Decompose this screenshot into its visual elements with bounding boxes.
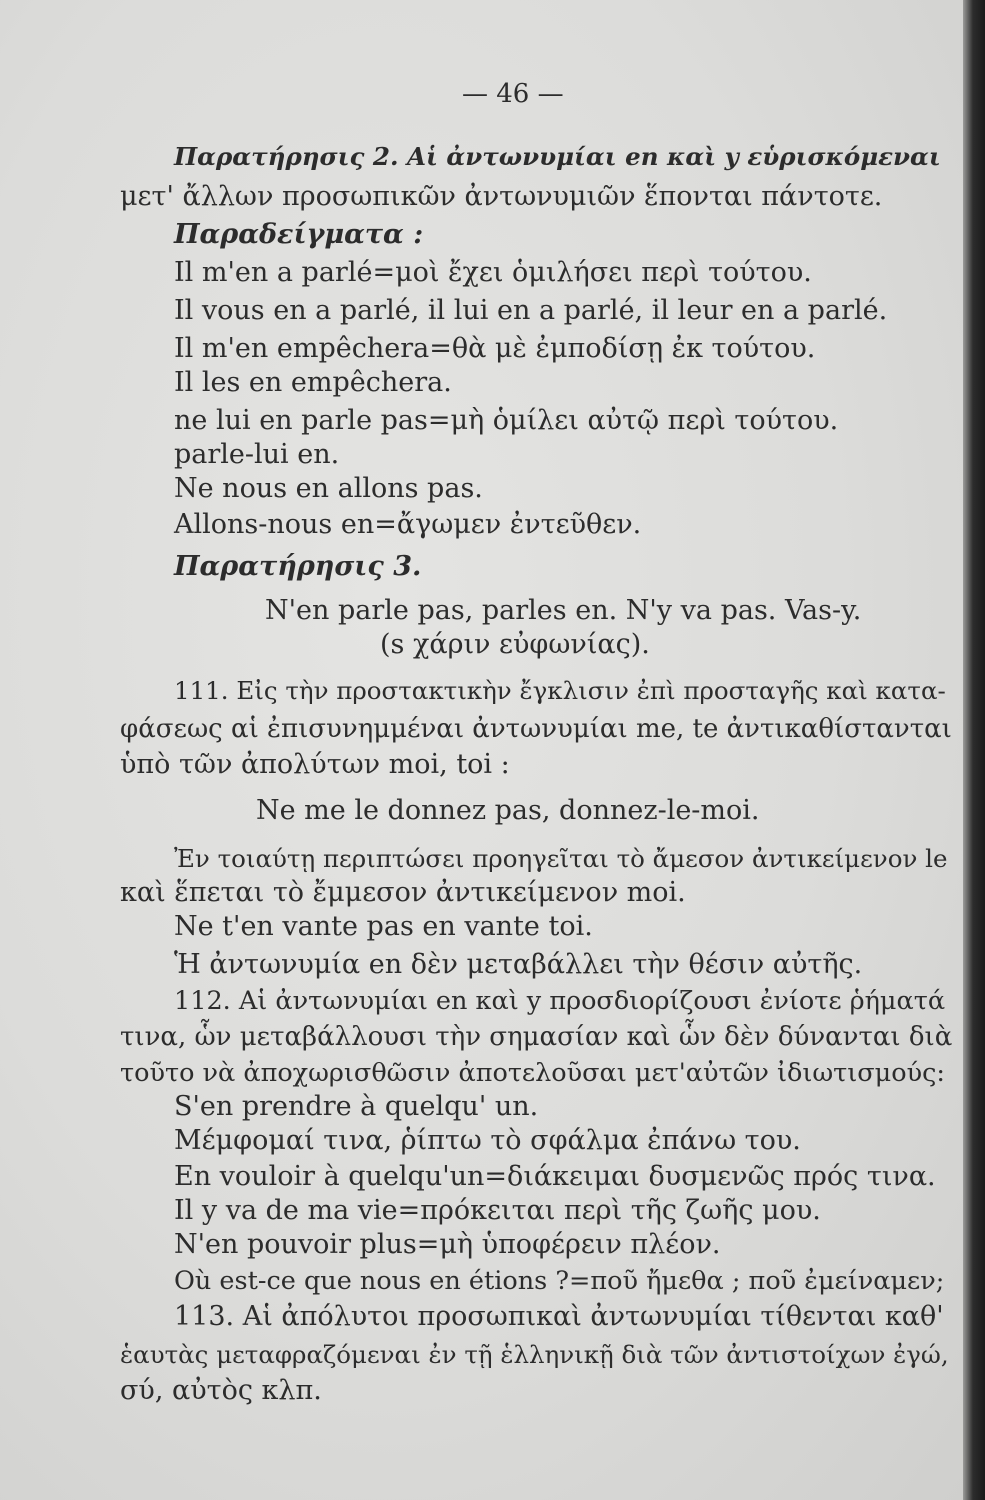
example-line: (s χάριν εὐφωνίας).	[380, 629, 650, 660]
example-line: Allons-nous en=ἄγωμεν ἐντεῦθεν.	[174, 509, 642, 540]
example-line: Il m'en a parlé=μοὶ ἔχει ὁμιλήσει περὶ τούτου.	[174, 257, 812, 288]
example-line: Il y va de ma vie=πρόκειται περὶ τῆς ζωῆς μου.	[174, 1195, 821, 1226]
paragraph-113-line: σύ, αὐτὸς κλπ.	[120, 1375, 322, 1406]
page-number: — 46 —	[462, 79, 564, 109]
text-line: Ἐν τοιαύτῃ περιπτώσει προηγεῖται τὸ ἄμεσον ἀντικείμενον le	[174, 844, 948, 873]
example-line: S'en prendre à quelqu' un.	[174, 1091, 539, 1122]
example-line: Ne t'en vante pas en vante toi.	[174, 911, 593, 942]
paragraph-111-line: ὑπὸ τῶν ἀπολύτων moi, toi :	[120, 749, 510, 780]
example-line: Il m'en empêchera=θὰ μὲ ἐμποδίσῃ ἐκ τούτου.	[174, 333, 816, 364]
text-line: Ἡ ἀντωνυμία en δὲν μεταβάλλει τὴν θέσιν αὐτῆς.	[174, 949, 863, 980]
page-edge-shadow	[963, 0, 985, 1500]
paragraph-111-line: φάσεως αἱ ἐπισυνημμέναι ἀντωνυμίαι me, te ἀντικαθίστανται	[120, 714, 952, 744]
paragraph-113-line: 113. Αἱ ἀπόλυτοι προσωπικαὶ ἀντωνυμίαι τίθενται καθ'	[174, 1301, 944, 1332]
example-line: Μέμφομαί τινα, ῥίπτω τὸ σφάλμα ἐπάνω του.	[174, 1125, 801, 1156]
example-line: N'en parle pas, parles en. N'y va pas. Vas-y.	[265, 595, 862, 626]
remark-2-line: Παρατήρησις 2. Αἱ ἀντωνυμίαι en καὶ y εὑρισκόμεναι	[174, 142, 941, 171]
paragraph-112-line: 112. Αἱ ἀντωνυμίαι en καὶ y προσδιορίζουσι ἐνίοτε ῥήματά	[174, 986, 946, 1016]
example-line: Il vous en a parlé, il lui en a parlé, il leur en a parlé.	[174, 295, 888, 326]
example-line: N'en pouvoir plus=μὴ ὑποφέρειν πλέον.	[174, 1229, 721, 1260]
example-line: En vouloir à quelqu'un=διάκειμαι δυσμενῶς πρός τινα.	[174, 1161, 936, 1192]
paragraph-113-line: ἑαυτὰς μεταφραζόμεναι ἐν τῇ ἑλληνικῇ διὰ τῶν ἀντιστοίχων ἐγώ,	[120, 1340, 949, 1369]
paragraph-112-line: τινα, ὧν μεταβάλλουσι τὴν σημασίαν καὶ ὧν δὲν δύνανται διὰ	[120, 1022, 953, 1052]
example-line: parle-lui en.	[174, 439, 340, 470]
example-line: ne lui en parle pas=μὴ ὁμίλει αὐτῷ περὶ τούτου.	[174, 405, 839, 436]
example-line: Ne nous en allons pas.	[174, 473, 483, 504]
text-line: μετ' ἄλλων προσωπικῶν ἀντωνυμιῶν ἕπονται πάντοτε.	[120, 181, 883, 212]
example-line: Il les en empêchera.	[174, 367, 452, 398]
example-line: Ne me le donnez pas, donnez-le-moi.	[256, 795, 760, 826]
remark-3-heading: Παρατήρησις 3.	[174, 551, 422, 582]
paragraph-112-line: τοῦτο νὰ ἀποχωρισθῶσιν ἀποτελοῦσαι μετ'αὐτῶν ἰδιωτισμούς:	[120, 1058, 945, 1088]
example-line: Où est-ce que nous en étions ?=ποῦ ἤμεθα ; ποῦ ἐμείναμεν;	[174, 1266, 945, 1296]
text-line: καὶ ἕπεται τὸ ἔμμεσον ἀντικείμενον moi.	[120, 877, 686, 908]
examples-heading: Παραδείγματα :	[174, 219, 424, 250]
paragraph-111-line: 111. Εἰς τὴν προστακτικὴν ἔγκλισιν ἐπὶ προσταγῆς καὶ κατα-	[174, 676, 946, 705]
